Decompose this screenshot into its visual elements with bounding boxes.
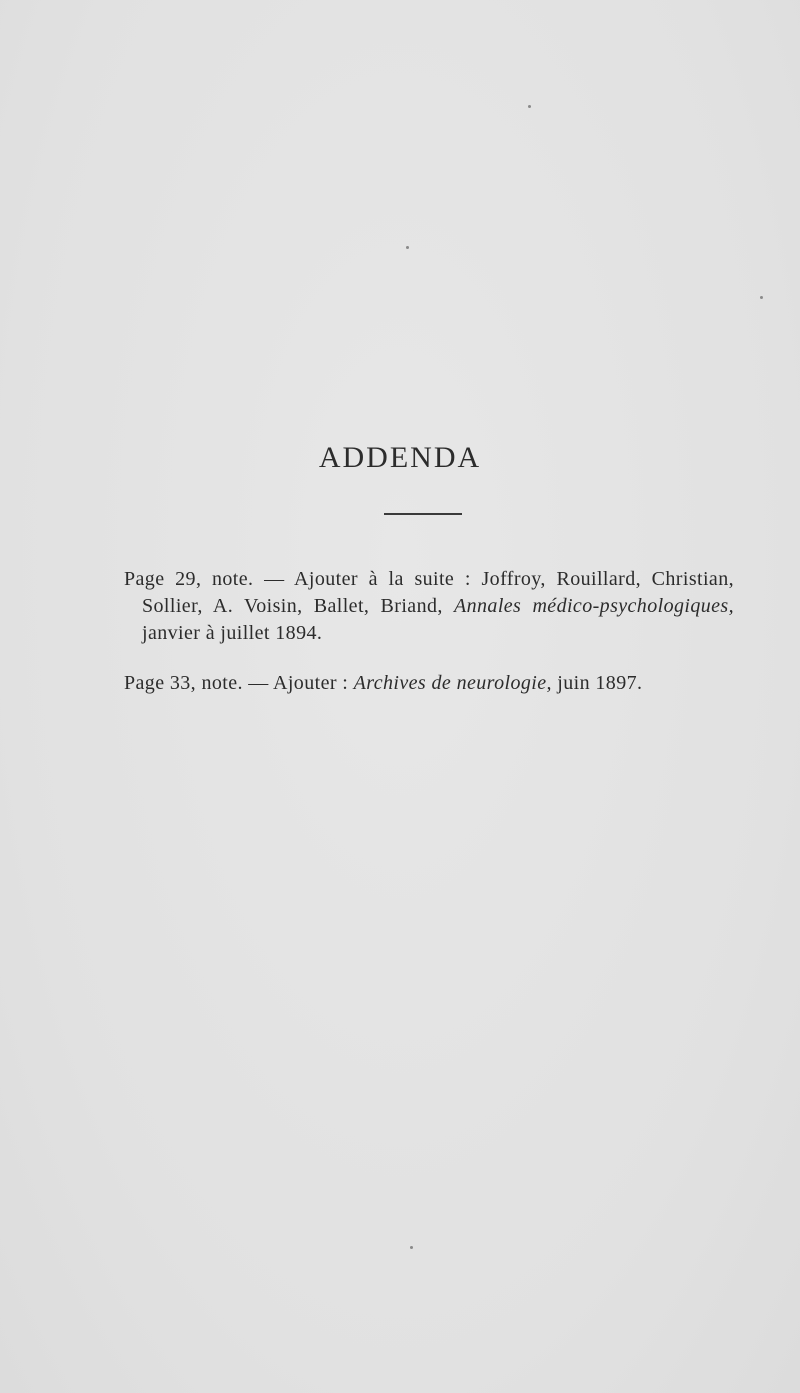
entry-text: Page 33, note. — Ajouter :: [124, 672, 354, 694]
addendum-entry: [124, 566, 734, 647]
entry-line: [124, 670, 734, 697]
dust-speck: [760, 296, 763, 299]
entry-line: janvier à juillet 1894.: [142, 622, 323, 644]
dust-speck: [410, 1246, 413, 1249]
entry-text: juin 1897.: [551, 672, 643, 694]
addendum-entry: [124, 670, 734, 697]
journal-title: Archives de neurologie,: [353, 672, 552, 694]
entry-line: [124, 593, 734, 620]
title-divider: [384, 513, 462, 515]
entry-line: Page 29, note. — Ajouter à la suite : Joffroy, Rouillard, Christian,: [124, 568, 734, 590]
dust-speck: [528, 105, 531, 108]
dust-speck: [406, 246, 409, 249]
journal-title: Annales médico-psychologiques,: [454, 595, 734, 617]
page-title: ADDENDA: [318, 441, 482, 474]
entry-text: Sollier, A. Voisin, Ballet, Briand,: [142, 595, 454, 617]
